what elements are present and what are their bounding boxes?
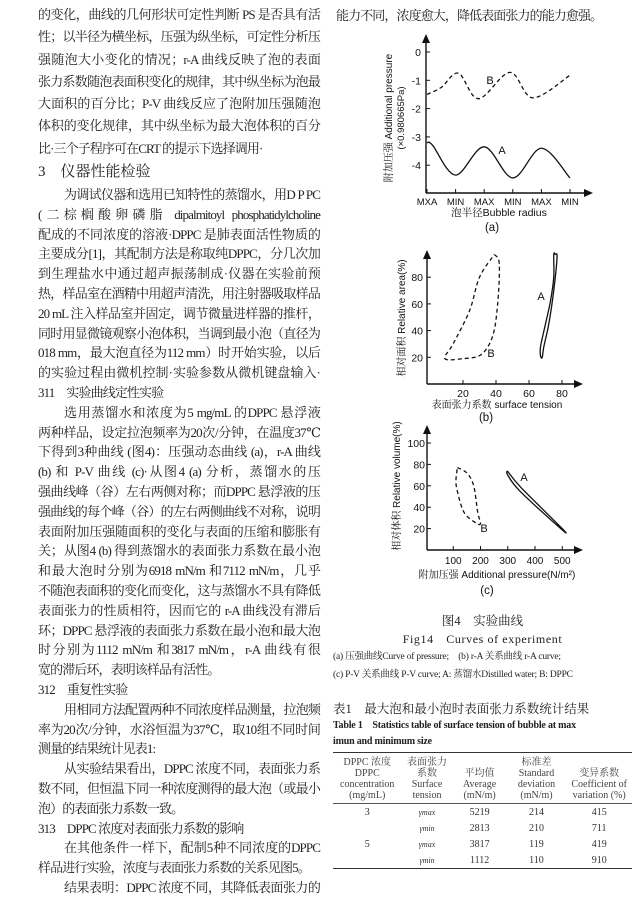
text-line: 结果表明：DPPC 浓度不同，其降低表面张力的 xyxy=(64,879,320,895)
figure-caption-cn: 图4 实验曲线 xyxy=(441,614,524,628)
text-line: 表面张力的性质相符，因而它的 r-A 曲线没有滞后 xyxy=(38,602,320,618)
x-tick-label: 400 xyxy=(526,556,544,567)
curve-a xyxy=(507,471,566,533)
table-cell: 3817 xyxy=(469,838,490,850)
y-axis-arrow-icon xyxy=(423,250,431,259)
text-line: 从实验结果看出，DPPC 浓度不同，表面张力系 xyxy=(64,761,320,777)
table-cell: 214 xyxy=(528,806,544,818)
table-cell: 5 xyxy=(364,838,370,850)
table-cell: 711 xyxy=(591,822,607,834)
text-line: 的变化，曲线的几何形状可定性判断 PS 是否具有活 xyxy=(38,7,320,22)
y-tick-label: -1 xyxy=(411,75,421,88)
text-line: 强随泡大小变化的情况；r-A 曲线反映了泡的表面 xyxy=(38,51,320,67)
section-heading: 311 实验曲线定性实验 xyxy=(38,384,164,400)
table-cell: γmin xyxy=(419,823,435,833)
text-line: 样品进行实验，浓度与表面张力系数的关系见图5。 xyxy=(38,860,310,876)
text-line: 宽的滞后环，表明该样品有活性。 xyxy=(38,662,220,678)
table-cell: γmax xyxy=(418,839,436,849)
text-line: 20 mL 注入样品室并固定，调节微量进样器的推杆， xyxy=(38,305,320,321)
y-axis-arrow-icon xyxy=(422,34,430,43)
y-axis-label: 相对面积 Relative area(%) xyxy=(397,259,408,377)
figure-4 xyxy=(330,0,635,605)
x-tick-label: MIN xyxy=(504,197,522,208)
table-caption-en-1: Table 1 Statistics table of surface tension of bubble at max xyxy=(333,720,576,731)
curve-b xyxy=(445,255,500,360)
text-line: 为调试仪器和选用已知特性的蒸馏水，用D P PC xyxy=(64,187,320,202)
table-1 xyxy=(333,752,632,869)
x-axis-arrow-icon xyxy=(574,380,583,388)
y-tick-label: 40 xyxy=(413,502,425,515)
table-cell: 5219 xyxy=(469,806,490,818)
x-tick-label: 200 xyxy=(472,556,489,567)
section-heading: 312 重复性实验 xyxy=(38,681,128,697)
text-line: 强曲线的每个峰（谷）的左右两侧曲线不对称，说明 xyxy=(38,503,320,519)
text-line: 热，样品室在酒精中用超声清洗，用注射器吸取样品 xyxy=(38,285,320,301)
x-axis-arrow-icon xyxy=(584,189,593,197)
text-line: 表面附加压强随面积的变化与表面的压缩和膨胀有 xyxy=(38,523,320,539)
y-tick-label: 60 xyxy=(411,298,423,311)
text-line: 关；从图4 (b) 得到蒸馏水的表面张力系数在最小泡 xyxy=(38,543,320,559)
x-axis-label: 表面张力系数 surface tension xyxy=(431,400,563,411)
text-line: 时分别为1112 mN/m 和3817 mN/m，r-A 曲线有很 xyxy=(38,642,320,658)
figure-legend-line-1: (a) 压强曲线Curve of pressure; (b) r-A 关系曲线 r-A curve; xyxy=(333,652,561,662)
text-line: 环；DPPC 悬浮液的表面张力系数在最小泡和最大泡 xyxy=(38,622,320,638)
table-cell: 1112 xyxy=(469,854,490,866)
text-line: 同时用显微镜观察小泡体积，当调到最小泡（直径为 xyxy=(38,325,320,341)
x-tick-label: MIN xyxy=(446,197,465,208)
text-line: 体积的变化规律，其中纵坐标为最大泡体积的百分 xyxy=(38,118,320,134)
table-row xyxy=(333,804,632,821)
curve-label-b: B xyxy=(487,348,495,360)
text-line: 两种样品，设定拉泡频率为20次/分钟，在温度37℃ xyxy=(38,424,320,440)
y-axis-label: 附加压强 Additional pressure xyxy=(384,53,395,183)
text-line: 测量的结果统计见表1: xyxy=(38,741,156,757)
panel-label-c: (c) xyxy=(480,585,494,597)
left-column-top xyxy=(38,4,320,160)
text-line: 张力系数随泡表面积变化的规律，其中纵坐标为泡最 xyxy=(38,73,320,89)
curve-label-a: A xyxy=(520,472,528,484)
x-tick-label: 20 xyxy=(457,388,469,400)
table-cell: 415 xyxy=(591,806,607,818)
table-caption-en-2: imun and minimum size xyxy=(333,736,432,747)
table-cell: 2813 xyxy=(469,822,490,834)
spacer xyxy=(333,684,632,700)
text-line: 强曲线峰（谷）左右两侧对称；而DPPC 悬浮液的压 xyxy=(38,483,320,499)
text-line: 下得到3种曲线 (图4)：压强动态曲线 (a)，r-A 曲线 xyxy=(38,444,320,460)
text-line: 大面积的百分比；P-V 曲线反应了泡附加压强随泡 xyxy=(38,96,320,112)
curve-label-a: A xyxy=(537,291,545,303)
table-row xyxy=(333,852,632,868)
y-axis-arrow-icon xyxy=(423,425,431,434)
figure-legend-line-2: (c) P-V 关系曲线 P-V curve; A: 蒸馏水Distilled water; B: DPPC xyxy=(333,670,573,680)
text-line: 和最大泡时分别为6918 mN/m 和7112 mN/m，几乎 xyxy=(38,563,320,579)
table-cell: 210 xyxy=(528,822,544,834)
text-line: 主要成分[1]，其配制方法是称取纯DPPC，分几次加 xyxy=(38,246,320,262)
table-header: 表面张力系数 Surface tension xyxy=(401,753,452,804)
table-cell xyxy=(333,852,401,868)
table-cell: 119 xyxy=(529,838,544,850)
x-tick-label: 80 xyxy=(556,388,568,400)
text-line: (b) 和 P-V 曲线 (c)·从图4 (a) 分析，蒸馏水的压 xyxy=(38,464,320,480)
y-tick-label: 80 xyxy=(411,272,423,285)
y-tick-label: 60 xyxy=(413,480,425,493)
x-tick-label: 300 xyxy=(499,556,517,567)
text-line: 比·三个子程序可在CRT 的提示下选择调用· xyxy=(38,140,263,156)
curve-a xyxy=(540,253,557,358)
x-tick-label: 500 xyxy=(553,556,571,567)
curve-label-b: B xyxy=(486,75,494,87)
text-line: 的实验过程由微机控制·实验参数从微机键盘输入· xyxy=(38,365,320,381)
table-row xyxy=(333,836,632,852)
text-line: 选用蒸馏水和浓度为5 mg/mL 的DPPC 悬浮液 xyxy=(64,404,320,420)
x-tick-label: MAX xyxy=(531,197,552,208)
table-cell: γmin xyxy=(419,855,435,865)
y-tick-label: -4 xyxy=(411,160,421,173)
table-header: 标准差 Standard deviation (mN/m) xyxy=(507,753,567,804)
panel-label-b: (b) xyxy=(478,412,494,424)
y-axis-label: 相对体积 Relative volume(%) xyxy=(392,421,403,551)
text-line: 用相同方法配置两种不同浓度样品测量，拉泡频 xyxy=(64,701,320,717)
text-line: 配成的不同浓度的溶液·DPPC 是肺表面活性物质的 xyxy=(38,226,320,242)
table-caption-cn: 表1 最大泡和最小泡时表面张力系数统计结果 xyxy=(333,702,590,716)
x-tick-label: 100 xyxy=(444,556,462,567)
table-cell: 910 xyxy=(591,854,607,866)
table-cell xyxy=(333,820,401,836)
x-axis-label: 附加压强 Additional pressure(N/m²) xyxy=(418,570,576,581)
table-cell: 110 xyxy=(529,854,544,866)
curve-label-a: A xyxy=(498,145,506,157)
y-tick-label: 100 xyxy=(407,438,425,450)
table-cell: γmax xyxy=(418,807,436,817)
x-axis-arrow-icon xyxy=(574,546,583,554)
curve-label-b: B xyxy=(480,523,488,535)
section-3-heading: 3 仪器性能检验 xyxy=(38,164,151,180)
text-line: 018 mm，最大泡直径为112 mm）时开始实验，以后 xyxy=(38,345,320,361)
y-tick-label: -2 xyxy=(411,103,421,116)
left-column-body xyxy=(38,185,320,898)
text-line: (二棕榈酸卵磷脂 dipalmitoyl phosphatidylcholine xyxy=(38,206,320,222)
y-tick-label: -3 xyxy=(411,131,421,144)
section-heading: 313 DPPC 浓度对表面张力系数的影响 xyxy=(38,820,244,836)
x-tick-label: MXA xyxy=(416,197,438,208)
text-line: 在其他条件一样下，配制5种不同浓度的DPPC xyxy=(64,840,320,856)
y-tick-label: 20 xyxy=(413,523,425,536)
text-line: 率为20次/分钟，水浴恒温为37℃，取10组不同时间 xyxy=(38,721,320,737)
x-axis-label: 泡半径Bubble radius xyxy=(451,207,547,219)
text-line: 性；以半径为横坐标，压强为纵坐标，可定性分析压 xyxy=(38,29,320,45)
table-cell: 419 xyxy=(591,838,607,850)
table-header: 平均值 Average (mN/m) xyxy=(453,753,507,804)
right-column-top-line: 能力不同，浓度愈大，降低表面张力的能力愈强。 xyxy=(336,8,603,23)
x-tick-label: MAX xyxy=(473,197,495,208)
text-line: 泡）的表面张力系数一致。 xyxy=(38,800,184,816)
y-tick-label: 0 xyxy=(415,47,421,59)
panel-label-a: (a) xyxy=(484,222,500,234)
x-tick-label: 60 xyxy=(523,388,535,400)
curve-b xyxy=(456,468,481,525)
curve-b xyxy=(427,72,570,98)
y-tick-label: 80 xyxy=(413,459,425,472)
text-line: 到生理盐水中通过超声振荡制成·仪器在实验前预 xyxy=(38,266,320,282)
figure-caption-en: Fig14 Curves of experiment xyxy=(402,632,563,646)
table-row xyxy=(333,820,632,836)
right-column-captions-and-table xyxy=(333,612,632,869)
table-header: DPPC 浓度 DPPC concentration (mg/mL) xyxy=(333,753,401,804)
table-cell: 3 xyxy=(364,806,370,818)
x-tick-label: MIN xyxy=(561,197,579,208)
text-line: 不随泡表面积的变化而变化，这与蒸馏水不具有降低 xyxy=(38,582,320,598)
x-tick-label: 40 xyxy=(490,388,502,400)
table-header: 变异系数 Coefficient of variation (%) xyxy=(566,753,632,804)
text-line: 数不同，但恒温下同一种浓度测得的最大泡（或最小 xyxy=(38,780,320,796)
y-tick-label: 20 xyxy=(411,352,423,365)
y-axis-unit: (×0.980665Pa) xyxy=(396,86,407,150)
y-tick-label: 40 xyxy=(411,325,423,338)
